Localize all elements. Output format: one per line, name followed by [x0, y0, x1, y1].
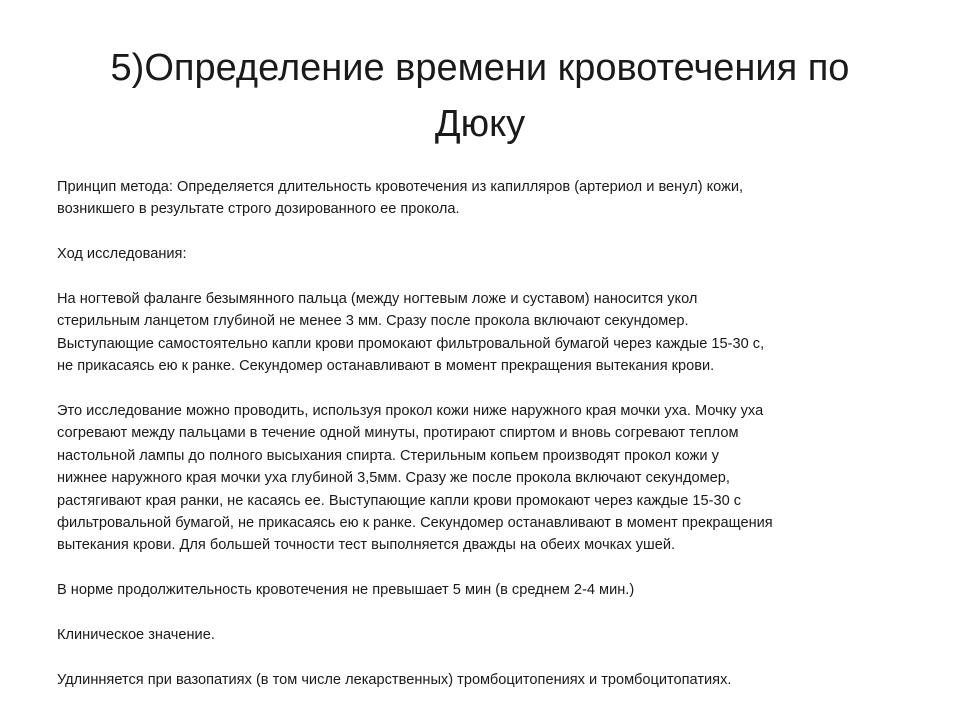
ear-line-5: растягивают края ранки, не касаясь ее. Выступающие капли крови промокают через каждые 15-30 с: [57, 492, 742, 509]
ear-line-3: настольной лампы до полного высыхания спирта. Стерильным копьем производят прокол кожи у: [57, 447, 719, 464]
ear-line-4: нижнее наружного края мочки уха глубиной 3,5мм. Сразу же после прокола включают секундомер,: [57, 470, 730, 487]
clinical-heading: Клиническое значение.: [57, 627, 215, 644]
ear-method-paragraph: [57, 400, 907, 557]
finger-method-paragraph: [57, 288, 907, 378]
slide-body: [57, 176, 907, 691]
ear-line-2: согревают между пальцами в течение одной минуты, протирают спиртом и вновь согревают теплом: [57, 425, 739, 442]
title-line-2: Дюку: [434, 103, 526, 145]
finger-line-4: не прикасаясь ею к ранке. Секундомер останавливают в момент прекращения вытекания крови.: [57, 358, 715, 375]
ear-line-1: Это исследование можно проводить, используя прокол кожи ниже наружного края мочки уха. Мочку уха: [57, 403, 764, 420]
finger-line-3: Выступающие самостоятельно капли крови промокают фильтровальной бумагой через каждые 15-30 с,: [57, 335, 765, 352]
principle-line-2: возникшего в результате строго дозированного ее прокола.: [57, 201, 460, 218]
title-line-1: 5)Определение времени кровотечения по: [110, 47, 850, 89]
clinical-paragraph: Удлинняется при вазопатиях (в том числе лекарственных) тромбоцитопениях и тромбоцитопатиях.: [57, 671, 732, 688]
slide-title: [80, 40, 880, 152]
norm-paragraph: В норме продолжительность кровотечения не превышает 5 мин (в среднем 2-4 мин.): [57, 582, 635, 599]
ear-line-6: фильтровальной бумагой, не прикасаясь ею к ранке. Секундомер останавливают в момент прекращения: [57, 515, 773, 532]
finger-line-1: На ногтевой фаланге безымянного пальца (между ногтевым ложе и суставом) наносится укол: [57, 291, 698, 307]
ear-line-7: вытекания крови. Для большей точности тест выполняется дважды на обеих мочках ушей.: [57, 537, 676, 554]
principle-line-1: Принцип метода: Определяется длительность кровотечения из капилляров (артериол и венул) кожи,: [57, 179, 744, 195]
procedure-heading: Ход исследования:: [57, 246, 187, 263]
finger-line-2: стерильным ланцетом глубиной не менее 3 мм. Сразу после прокола включают секундомер.: [57, 313, 689, 330]
principle-paragraph: [57, 176, 907, 221]
